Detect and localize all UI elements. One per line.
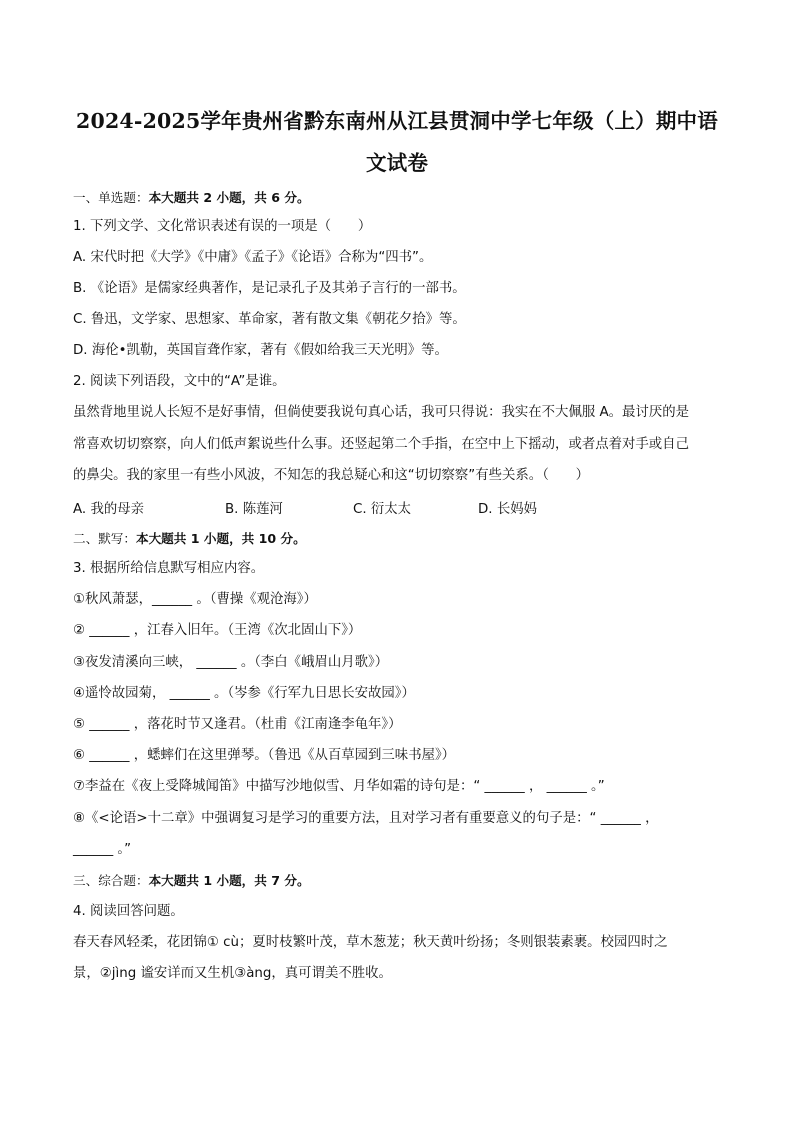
section-1-label: 一、单选题： (73, 190, 149, 205)
question-2-option-d: D. 长妈妈 (478, 502, 537, 517)
question-3-item-3: ③夜发清溪向三峡， ______ 。（李白《峨眉山月歌》） (73, 655, 389, 670)
question-2-stem: 2. 阅读下列语段，文中的“A”是谁。 (73, 374, 286, 389)
question-1-option-d: D. 海伦•凯勒，英国盲聋作家，著有《假如给我三天光明》等。 (73, 343, 448, 358)
section-2-scoring: 本大题共 1 小题，共 10 分。 (135, 531, 306, 546)
section-3-scoring: 本大题共 1 小题，共 7 分。 (148, 873, 310, 888)
question-3-item-8-line-1: ⑧《<论语>十二章》中强调复习是学习的重要方法，且对学习者有重要意义的句子是：“ ______ ， (73, 811, 659, 826)
question-3-stem: 3. 根据所给信息默写相应内容。 (73, 561, 265, 576)
question-2-option-a: A. 我的母亲 (73, 502, 144, 517)
section-1-heading (73, 189, 310, 207)
question-3-item-5: ⑤ ______ ，落花时节又逢君。（杜甫《江南逢李龟年》） (73, 717, 402, 732)
question-1-option-a: A. 宋代时把《大学》《中庸》《孟子》《论语》合称为“四书”。 (73, 250, 433, 265)
question-2-option-c: C. 衍太太 (353, 502, 412, 517)
question-1-option-b: B. 《论语》是儒家经典著作，是记录孔子及其弟子言行的一部书。 (73, 281, 466, 296)
question-2-passage-line-1: 虽然背地里说人长短不是好事情，但倘使要我说句真心话，我可只得说：我实在不大佩服 A。最讨厌的是 (73, 405, 689, 420)
question-2-passage-line-2: 常喜欢切切察察，向人们低声絮说些什么事。还竖起第二个手指，在空中上下摇动，或者点着对手或自己 (73, 437, 689, 452)
exam-title-line-1: 2024-2025学年贵州省黔东南州从江县贯洞中学七年级（上）期中语 (76, 109, 718, 133)
question-2-passage-line-3: 的鼻尖。我的家里一有些小风波，不知怎的我总疑心和这“切切察察”有些关系。（ ） (73, 468, 590, 483)
question-3-item-4: ④遥怜故园菊， ______ 。（岑参《行军九日思长安故园》） (73, 686, 415, 701)
question-1-stem: 1. 下列文学、文化常识表述有误的一项是（ ） (73, 219, 372, 234)
section-3-label: 三、综合题： (73, 873, 149, 888)
section-2-heading (73, 530, 306, 548)
section-1-scoring: 本大题共 2 小题，共 6 分。 (148, 190, 310, 205)
section-3-heading (73, 872, 310, 890)
question-3-item-2: ② ______ ，江春入旧年。（王湾《次北固山下》） (73, 623, 362, 638)
question-4-passage-line-1: 春天春风轻柔，花团锦① cù；夏时枝繁叶茂，草木葱茏；秋天黄叶纷扬；冬则银装素裹。校园四时之 (73, 935, 668, 950)
question-4-stem: 4. 阅读回答问题。 (73, 904, 184, 919)
question-4-passage-line-2: 景，②jìng 谧安详而又生机③àng，真可谓美不胜收。 (73, 966, 392, 981)
question-1-option-c: C. 鲁迅，文学家、思想家、革命家，著有散文集《朝花夕拾》等。 (73, 312, 466, 327)
question-3-item-7: ⑦李益在《夜上受降城闻笛》中描写沙地似雪、月华如霜的诗句是：“ ______ ， ______ 。” (73, 779, 605, 794)
exam-title-line-2: 文试卷 (365, 151, 429, 175)
question-3-item-6: ⑥ ______ ，蟋蟀们在这里弹琴。（鲁迅《从百草园到三味书屋》） (73, 748, 456, 763)
question-3-item-1: ①秋风萧瑟，______ 。（曹操《观沧海》） (73, 592, 317, 607)
section-2-label: 二、默写： (73, 531, 136, 546)
question-2-option-b: B. 陈莲河 (225, 502, 283, 517)
question-3-item-8-line-2: ______ 。” (73, 842, 132, 857)
